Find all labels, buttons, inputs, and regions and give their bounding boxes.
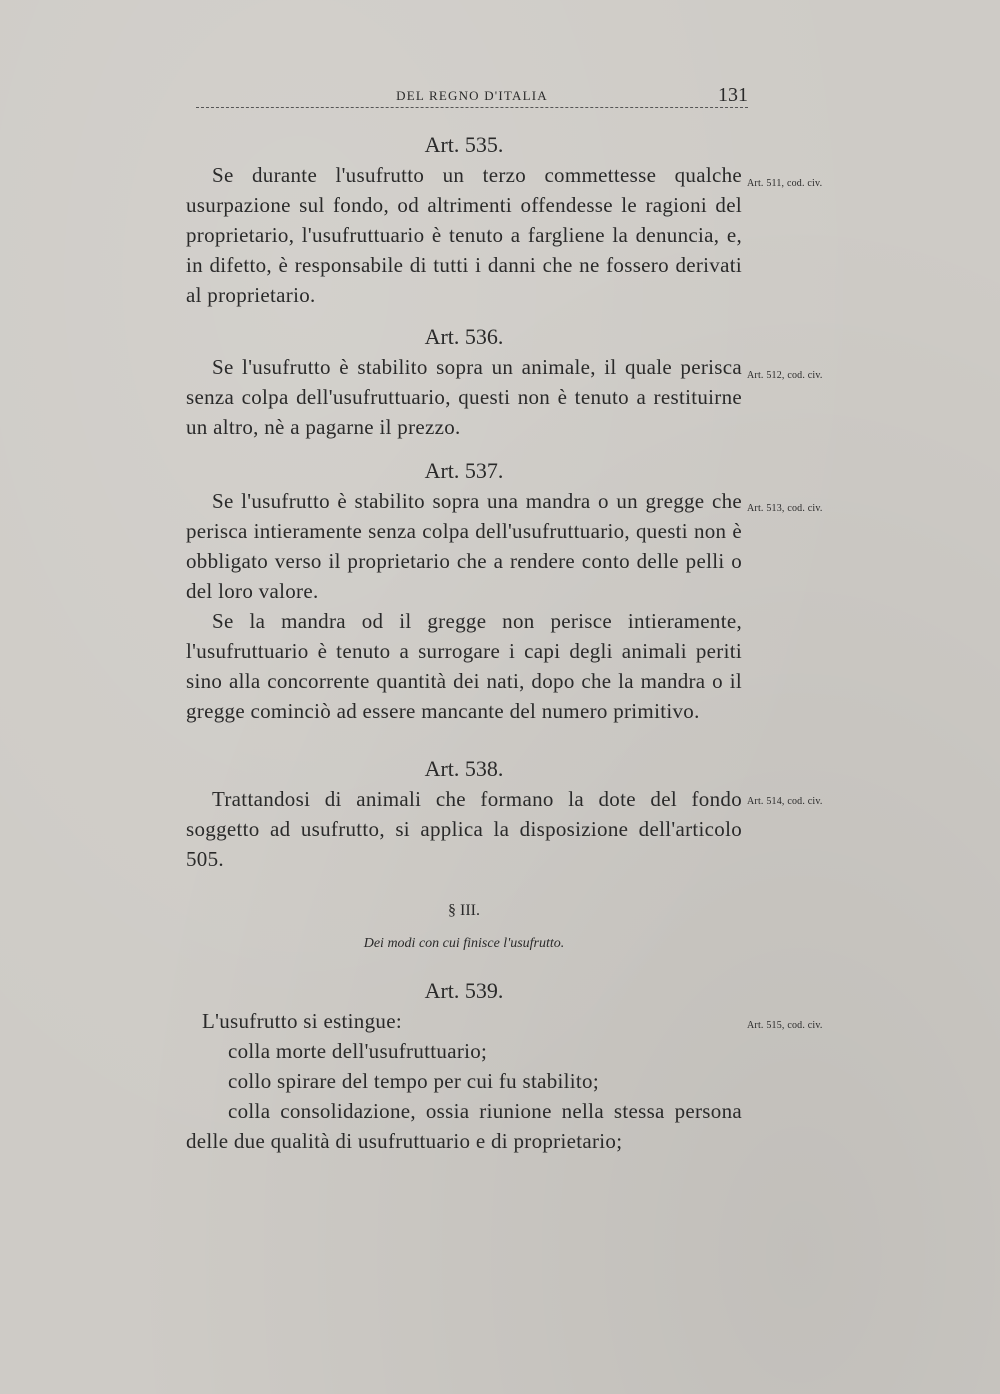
margin-note: Art. 513, cod. civ. [747,503,823,514]
margin-note: Art. 515, cod. civ. [747,1020,823,1031]
article-535 [186,130,742,310]
margin-note: Art. 512, cod. civ. [747,370,823,381]
list-item: colla morte dell'usufruttuario; [228,1039,488,1063]
article-title: Art. 539. [424,978,504,1003]
list-item: colla consolidazione, ossia riunione nella stessa persona delle due qualità di usufruttuario e di proprietario; [186,1099,742,1153]
list-item: collo spirare del tempo per cui fu stabilito; [228,1069,599,1093]
margin-note: Art. 514, cod. civ. [747,796,823,807]
article-title: Art. 538. [424,756,504,781]
article-paragraph: Se l'usufrutto è stabilito sopra una mandra o un gregge che perisca intieramente senza colpa dell'usufruttuario, questi non è obbligato verso il proprietario che a rendere conto delle pelli o del loro valore. [186,489,742,603]
article-536 [186,322,742,442]
margin-note: Art. 511, cod. civ. [747,178,823,189]
article-539 [186,976,742,1156]
header-rule [196,107,748,108]
article-paragraph: Se l'usufrutto è stabilito sopra un animale, il quale perisca senza colpa dell'usufruttuario, questi non è tenuto a restituirne un altro, nè a pagarne il prezzo. [186,355,742,439]
running-head: DEL REGNO D'ITALIA [396,88,548,103]
article-intro: L'usufrutto si estingue: [202,1009,402,1033]
page-number: 131 [718,84,748,106]
section-subtitle: Dei modi con cui finisce l'usufrutto. [363,936,565,951]
article-paragraph: Trattandosi di animali che formano la dote del fondo soggetto ad usufrutto, si applica la disposizione dell'articolo 505. [186,787,742,871]
page-header [196,86,748,118]
article-paragraph: Se la mandra od il gregge non perisce intieramente, l'usufruttuario è tenuto a surrogare i capi degli animali periti sino alla concorrente quantità dei nati, dopo che la mandra o il gregge cominciò ad essere mancante del numero primitivo. [186,609,742,723]
article-paragraph: Se durante l'usufrutto un terzo commettesse qualche usurpazione sul fondo, od altrimenti offendesse le ragioni del proprietario, l'usufruttuario è tenuto a fargliene la denuncia, e, in difetto, è responsabile di tutti i danni che ne fossero derivati al proprietario. [186,163,742,307]
article-title: Art. 536. [424,324,504,349]
section-mark: § III. [448,902,480,919]
article-537 [186,456,742,726]
article-title: Art. 537. [424,458,504,483]
article-title: Art. 535. [424,132,504,157]
article-538 [186,754,742,874]
